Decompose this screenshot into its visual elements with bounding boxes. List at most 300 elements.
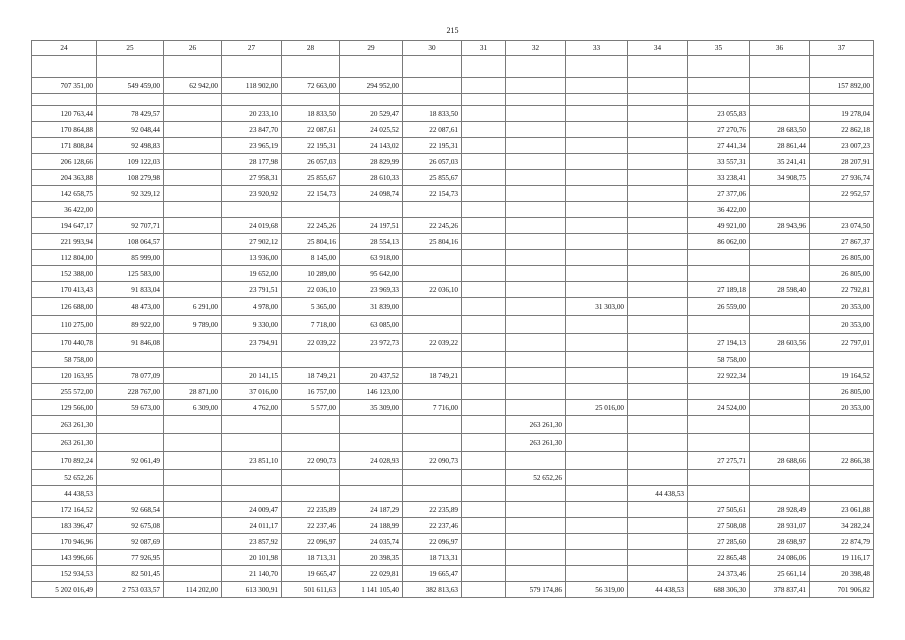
table-cell xyxy=(566,452,628,470)
table-cell: 28 683,50 xyxy=(750,122,810,138)
column-header: 37 xyxy=(810,41,874,56)
table-cell xyxy=(282,202,340,218)
table-cell xyxy=(462,534,506,550)
table-cell xyxy=(164,486,222,502)
table-cell: 171 808,84 xyxy=(32,138,97,154)
table-cell xyxy=(340,470,403,486)
table-cell xyxy=(566,202,628,218)
table-cell: 56 319,00 xyxy=(566,582,628,598)
table-cell xyxy=(462,434,506,452)
table-cell: 23 074,50 xyxy=(810,218,874,234)
table-cell xyxy=(462,170,506,186)
table-cell: 92 087,69 xyxy=(97,534,164,550)
table-cell xyxy=(506,400,566,416)
table-cell: 23 857,92 xyxy=(222,534,282,550)
table-cell xyxy=(506,234,566,250)
table-cell xyxy=(506,106,566,122)
table-cell xyxy=(628,94,688,106)
table-cell xyxy=(688,56,750,78)
table-cell: 23 920,92 xyxy=(222,186,282,202)
table-cell xyxy=(222,486,282,502)
table-cell: 378 837,41 xyxy=(750,582,810,598)
table-cell xyxy=(462,352,506,368)
table-cell: 18 749,21 xyxy=(403,368,462,384)
table-cell: 49 921,00 xyxy=(688,218,750,234)
table-cell: 263 261,30 xyxy=(506,434,566,452)
table-cell xyxy=(506,334,566,352)
table-cell: 24 028,93 xyxy=(340,452,403,470)
table-cell xyxy=(462,486,506,502)
table-cell: 21 140,70 xyxy=(222,566,282,582)
table-cell: 22 952,57 xyxy=(810,186,874,202)
table-cell: 170 946,96 xyxy=(32,534,97,550)
table-cell xyxy=(164,94,222,106)
spacer-row xyxy=(32,94,874,106)
table-cell: 20 141,15 xyxy=(222,368,282,384)
table-cell xyxy=(97,202,164,218)
table-cell xyxy=(810,434,874,452)
table-cell xyxy=(164,452,222,470)
column-header: 36 xyxy=(750,41,810,56)
table-cell: 34 282,24 xyxy=(810,518,874,534)
table-cell: 4 762,00 xyxy=(222,400,282,416)
table-row xyxy=(32,138,874,154)
table-cell xyxy=(403,316,462,334)
table-cell: 142 658,75 xyxy=(32,186,97,202)
table-cell xyxy=(628,266,688,282)
table-cell xyxy=(506,452,566,470)
table-cell xyxy=(340,202,403,218)
table-cell: 18 833,50 xyxy=(282,106,340,122)
table-cell: 22 874,79 xyxy=(810,534,874,550)
table-cell xyxy=(164,154,222,170)
table-cell xyxy=(566,78,628,94)
table-cell xyxy=(462,250,506,266)
table-cell xyxy=(810,202,874,218)
table-cell xyxy=(222,416,282,434)
page-number: 215 xyxy=(446,26,459,35)
table-cell xyxy=(164,566,222,582)
table-cell xyxy=(164,170,222,186)
table-cell xyxy=(403,202,462,218)
table-cell: 120 163,95 xyxy=(32,368,97,384)
table-cell: 28 931,07 xyxy=(750,518,810,534)
table-cell xyxy=(222,470,282,486)
table-row xyxy=(32,250,874,266)
table-cell xyxy=(164,534,222,550)
table-cell: 126 688,00 xyxy=(32,298,97,316)
table-cell: 27 270,76 xyxy=(688,122,750,138)
table-row xyxy=(32,218,874,234)
table-cell: 36 422,00 xyxy=(32,202,97,218)
table-cell xyxy=(566,282,628,298)
table-cell: 19 116,17 xyxy=(810,550,874,566)
table-cell: 24 188,99 xyxy=(340,518,403,534)
table-cell: 25 855,67 xyxy=(403,170,462,186)
table-cell: 27 508,08 xyxy=(688,518,750,534)
table-cell: 35 241,41 xyxy=(750,154,810,170)
column-header: 29 xyxy=(340,41,403,56)
table-cell: 27 377,06 xyxy=(688,186,750,202)
table-cell xyxy=(462,218,506,234)
column-header: 25 xyxy=(97,41,164,56)
table-cell: 152 388,00 xyxy=(32,266,97,282)
table-cell: 22 235,89 xyxy=(403,502,462,518)
table-cell: 92 329,12 xyxy=(97,186,164,202)
column-header: 28 xyxy=(282,41,340,56)
table-cell: 33 238,41 xyxy=(688,170,750,186)
table-cell: 89 922,00 xyxy=(97,316,164,334)
table-cell xyxy=(566,550,628,566)
table-cell: 13 936,00 xyxy=(222,250,282,266)
table-cell: 27 902,12 xyxy=(222,234,282,250)
table-cell xyxy=(810,56,874,78)
table-cell xyxy=(164,122,222,138)
table-cell xyxy=(628,154,688,170)
table-cell xyxy=(506,138,566,154)
table-cell: 26 805,00 xyxy=(810,384,874,400)
table-cell: 263 261,30 xyxy=(32,416,97,434)
table-cell xyxy=(566,534,628,550)
table-cell xyxy=(403,78,462,94)
table-cell: 294 952,00 xyxy=(340,78,403,94)
table-cell: 22 792,81 xyxy=(810,282,874,298)
table-cell: 62 942,00 xyxy=(164,78,222,94)
table-cell xyxy=(97,416,164,434)
table-cell: 170 440,78 xyxy=(32,334,97,352)
table-cell: 22 237,46 xyxy=(403,518,462,534)
table-cell xyxy=(688,470,750,486)
table-cell: 6 291,00 xyxy=(164,298,222,316)
table-cell: 501 611,63 xyxy=(282,582,340,598)
table-cell: 28 943,96 xyxy=(750,218,810,234)
table-cell xyxy=(628,368,688,384)
table-row xyxy=(32,486,874,502)
table-cell: 19 665,47 xyxy=(282,566,340,582)
table-cell xyxy=(628,550,688,566)
table-cell xyxy=(462,384,506,400)
table-cell: 63 085,00 xyxy=(340,316,403,334)
table-cell xyxy=(462,138,506,154)
table-cell xyxy=(750,56,810,78)
table-cell: 26 057,03 xyxy=(403,154,462,170)
table-cell xyxy=(628,78,688,94)
table-cell: 28 829,99 xyxy=(340,154,403,170)
table-cell xyxy=(750,400,810,416)
table-cell: 86 062,00 xyxy=(688,234,750,250)
table-cell: 18 713,31 xyxy=(282,550,340,566)
table-cell xyxy=(164,550,222,566)
table-cell: 22 087,61 xyxy=(403,122,462,138)
table-row xyxy=(32,170,874,186)
table-cell: 22 866,38 xyxy=(810,452,874,470)
table-cell: 22 036,10 xyxy=(403,282,462,298)
table-cell: 23 969,33 xyxy=(340,282,403,298)
table-cell: 114 202,00 xyxy=(164,582,222,598)
table-cell xyxy=(688,78,750,94)
table-cell: 22 862,18 xyxy=(810,122,874,138)
table-cell xyxy=(628,416,688,434)
table-cell xyxy=(164,434,222,452)
table-cell xyxy=(628,170,688,186)
table-cell xyxy=(566,486,628,502)
table-cell xyxy=(628,400,688,416)
table-cell: 92 675,08 xyxy=(97,518,164,534)
table-cell: 4 978,00 xyxy=(222,298,282,316)
table-cell xyxy=(750,250,810,266)
table-cell: 2 753 033,57 xyxy=(97,582,164,598)
table-cell: 28 871,00 xyxy=(164,384,222,400)
table-cell: 44 438,53 xyxy=(628,486,688,502)
table-cell xyxy=(164,218,222,234)
table-cell: 37 016,00 xyxy=(222,384,282,400)
table-row xyxy=(32,384,874,400)
table-cell xyxy=(403,470,462,486)
table-cell xyxy=(282,352,340,368)
table-cell xyxy=(566,470,628,486)
table-cell xyxy=(628,186,688,202)
table-cell xyxy=(462,186,506,202)
table-cell xyxy=(628,282,688,298)
table-cell: 19 665,47 xyxy=(403,566,462,582)
table-cell xyxy=(628,234,688,250)
table-cell xyxy=(750,266,810,282)
table-cell xyxy=(462,78,506,94)
table-cell: 20 398,48 xyxy=(810,566,874,582)
table-cell: 110 275,00 xyxy=(32,316,97,334)
table-cell xyxy=(750,202,810,218)
table-row xyxy=(32,106,874,122)
table-cell: 22 797,01 xyxy=(810,334,874,352)
table-cell: 25 804,16 xyxy=(282,234,340,250)
table-cell: 22 865,48 xyxy=(688,550,750,566)
table-cell xyxy=(222,202,282,218)
table-cell: 27 936,74 xyxy=(810,170,874,186)
table-cell: 26 057,03 xyxy=(282,154,340,170)
table-row xyxy=(32,368,874,384)
table-cell xyxy=(164,368,222,384)
table-cell xyxy=(164,56,222,78)
table-cell xyxy=(462,94,506,106)
table-cell: 22 195,31 xyxy=(403,138,462,154)
table-cell: 206 128,66 xyxy=(32,154,97,170)
table-cell: 34 908,75 xyxy=(750,170,810,186)
table-cell xyxy=(506,250,566,266)
table-cell xyxy=(566,234,628,250)
table-cell: 48 473,00 xyxy=(97,298,164,316)
table-cell: 22 922,34 xyxy=(688,368,750,384)
table-cell: 20 233,10 xyxy=(222,106,282,122)
table-cell: 24 019,68 xyxy=(222,218,282,234)
table-cell: 28 598,40 xyxy=(750,282,810,298)
table-cell xyxy=(462,282,506,298)
table-cell xyxy=(506,298,566,316)
table-cell: 78 077,09 xyxy=(97,368,164,384)
table-cell: 28 554,13 xyxy=(340,234,403,250)
table-cell: 24 143,02 xyxy=(340,138,403,154)
table-cell xyxy=(810,470,874,486)
table-cell xyxy=(97,94,164,106)
table-row xyxy=(32,434,874,452)
table-cell xyxy=(628,534,688,550)
table-row xyxy=(32,122,874,138)
table-cell xyxy=(566,334,628,352)
table-cell: 108 064,57 xyxy=(97,234,164,250)
table-cell xyxy=(506,282,566,298)
table-cell: 22 029,81 xyxy=(340,566,403,582)
table-cell: 22 036,10 xyxy=(282,282,340,298)
table-cell xyxy=(810,94,874,106)
table-cell: 579 174,86 xyxy=(506,582,566,598)
table-cell xyxy=(97,434,164,452)
table-cell xyxy=(750,486,810,502)
table-cell xyxy=(403,352,462,368)
table-cell: 91 846,08 xyxy=(97,334,164,352)
table-cell: 263 261,30 xyxy=(506,416,566,434)
table-cell: 701 906,82 xyxy=(810,582,874,598)
table-cell xyxy=(462,470,506,486)
table-cell: 1 141 105,40 xyxy=(340,582,403,598)
table-cell xyxy=(506,122,566,138)
table-cell xyxy=(462,452,506,470)
table-cell xyxy=(566,170,628,186)
table-cell: 28 861,44 xyxy=(750,138,810,154)
table-cell xyxy=(340,434,403,452)
table-cell xyxy=(164,186,222,202)
table-row xyxy=(32,352,874,368)
table-cell: 20 353,00 xyxy=(810,298,874,316)
table-cell xyxy=(403,434,462,452)
table-cell: 8 145,00 xyxy=(282,250,340,266)
table-cell: 25 016,00 xyxy=(566,400,628,416)
table-cell: 92 061,49 xyxy=(97,452,164,470)
table-cell xyxy=(566,138,628,154)
table-cell xyxy=(462,334,506,352)
table-cell xyxy=(628,502,688,518)
table-cell xyxy=(506,94,566,106)
table-cell xyxy=(164,416,222,434)
table-cell: 22 195,31 xyxy=(282,138,340,154)
table-cell xyxy=(506,502,566,518)
table-cell: 146 123,00 xyxy=(340,384,403,400)
table-cell xyxy=(164,250,222,266)
table-cell xyxy=(97,486,164,502)
column-header: 24 xyxy=(32,41,97,56)
table-cell xyxy=(628,352,688,368)
table-cell: 26 805,00 xyxy=(810,250,874,266)
table-cell xyxy=(403,56,462,78)
table-cell: 24 524,00 xyxy=(688,400,750,416)
table-cell xyxy=(462,400,506,416)
table-cell: 23 972,73 xyxy=(340,334,403,352)
table-cell: 20 437,52 xyxy=(340,368,403,384)
table-cell xyxy=(750,106,810,122)
table-cell: 24 187,29 xyxy=(340,502,403,518)
table-cell: 27 275,71 xyxy=(688,452,750,470)
table-cell xyxy=(628,202,688,218)
table-cell: 20 353,00 xyxy=(810,400,874,416)
table-cell xyxy=(282,56,340,78)
table-cell xyxy=(688,434,750,452)
table-cell: 23 851,10 xyxy=(222,452,282,470)
table-cell: 22 245,26 xyxy=(282,218,340,234)
table-cell: 152 934,53 xyxy=(32,566,97,582)
table-cell: 22 154,73 xyxy=(403,186,462,202)
column-header: 33 xyxy=(566,41,628,56)
table-cell xyxy=(628,138,688,154)
table-cell xyxy=(32,56,97,78)
table-cell xyxy=(506,56,566,78)
table-row xyxy=(32,186,874,202)
table-cell xyxy=(566,56,628,78)
table-cell xyxy=(164,352,222,368)
table-cell xyxy=(403,486,462,502)
table-cell xyxy=(164,502,222,518)
table-cell: 19 164,52 xyxy=(810,368,874,384)
table-cell: 82 501,45 xyxy=(97,566,164,582)
table-row xyxy=(32,154,874,170)
table-cell: 27 441,34 xyxy=(688,138,750,154)
table-cell: 85 999,00 xyxy=(97,250,164,266)
table-cell: 18 833,50 xyxy=(403,106,462,122)
table-cell xyxy=(462,566,506,582)
table-cell xyxy=(750,470,810,486)
table-cell: 22 096,97 xyxy=(282,534,340,550)
table-cell: 24 086,06 xyxy=(750,550,810,566)
table-row xyxy=(32,234,874,250)
table-cell: 170 413,43 xyxy=(32,282,97,298)
table-cell xyxy=(506,352,566,368)
table-cell xyxy=(282,434,340,452)
table-cell: 22 039,22 xyxy=(282,334,340,352)
table-row xyxy=(32,78,874,94)
table-cell: 91 833,04 xyxy=(97,282,164,298)
table-cell xyxy=(688,416,750,434)
table-cell: 22 096,97 xyxy=(403,534,462,550)
table-cell: 28 928,49 xyxy=(750,502,810,518)
table-cell xyxy=(282,94,340,106)
table-cell: 92 668,54 xyxy=(97,502,164,518)
table-cell xyxy=(750,234,810,250)
table-cell xyxy=(222,434,282,452)
table-cell: 125 583,00 xyxy=(97,266,164,282)
table-cell xyxy=(164,138,222,154)
table-cell: 52 652,26 xyxy=(506,470,566,486)
table-cell: 44 438,53 xyxy=(628,582,688,598)
table-cell: 5 202 016,49 xyxy=(32,582,97,598)
table-cell xyxy=(403,384,462,400)
table-cell: 22 154,73 xyxy=(282,186,340,202)
table-cell xyxy=(164,266,222,282)
table-cell xyxy=(164,234,222,250)
table-cell: 23 847,70 xyxy=(222,122,282,138)
table-cell: 22 090,73 xyxy=(403,452,462,470)
table-cell xyxy=(462,368,506,384)
table-cell: 92 048,44 xyxy=(97,122,164,138)
table-cell xyxy=(750,186,810,202)
table-cell: 25 804,16 xyxy=(403,234,462,250)
table-cell: 35 309,00 xyxy=(340,400,403,416)
table-cell xyxy=(628,316,688,334)
table-cell: 27 867,37 xyxy=(810,234,874,250)
table-cell xyxy=(750,368,810,384)
table-cell: 19 652,00 xyxy=(222,266,282,282)
table-row xyxy=(32,298,874,316)
blank-row xyxy=(32,56,874,78)
table-cell xyxy=(340,94,403,106)
table-cell xyxy=(164,334,222,352)
table-cell xyxy=(566,106,628,122)
